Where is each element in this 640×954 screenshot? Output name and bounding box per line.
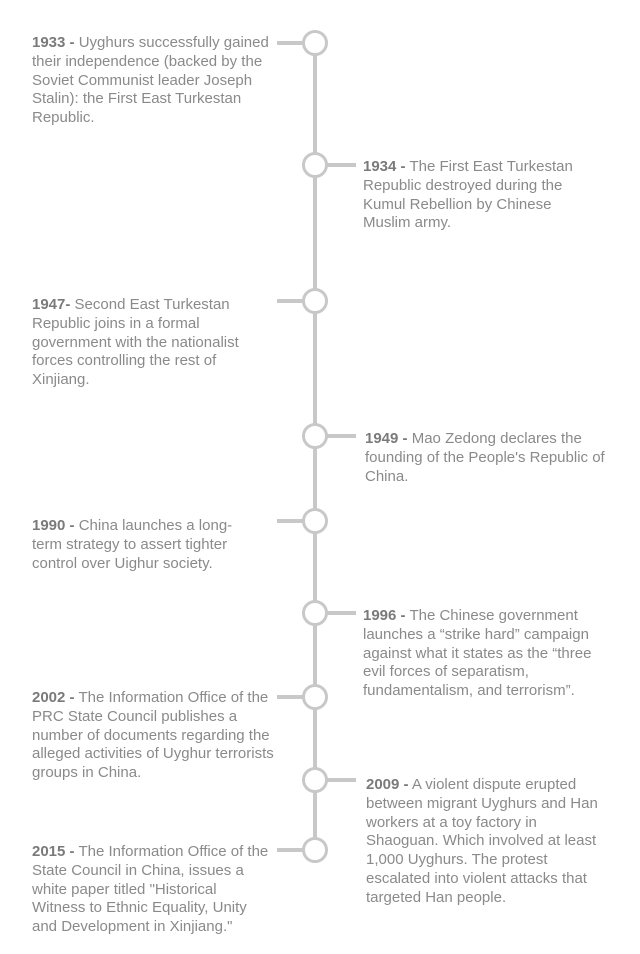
- timeline-node: [302, 423, 328, 449]
- event-text: The First East Turkestan Republic destroyed during the Kumul Rebellion by Chinese Muslim army.: [363, 158, 573, 232]
- event-text: Uyghurs successfully gained their independence (backed by the Soviet Communist leader Joseph Stalin): the First East Turkestan Republic.: [32, 34, 269, 127]
- event-year: 1933 -: [32, 34, 75, 51]
- event-text: A violent dispute erupted between migrant Uyghurs and Han workers at a toy factory in Shaoguan. Which involved at least 1,000 Uyghurs. The protest escalated into violent attacks that targeted Han people.: [366, 776, 598, 906]
- timeline-connector: [326, 778, 356, 782]
- event-text: Second East Turkestan Republic joins in a formal government with the nationalist forces controlling the rest of Xinjiang.: [32, 296, 239, 389]
- event-text: The Information Office of the PRC State Council publishes a number of documents regarding the alleged activities of Uyghur terrorists groups in China.: [32, 689, 274, 782]
- event-year: 1990 -: [32, 517, 75, 534]
- timeline-node: [302, 837, 328, 863]
- timeline-node: [302, 288, 328, 314]
- timeline-connector: [277, 519, 305, 523]
- timeline-event-1947: [32, 296, 272, 390]
- timeline-connector: [277, 695, 305, 699]
- timeline-event-1933: [32, 34, 272, 128]
- event-year: 1947-: [32, 296, 71, 313]
- event-text: The Information Office of the State Council in China, issues a white paper titled "Historical Witness to Ethnic Equality, Unity and Development in Xinjiang.": [32, 843, 269, 936]
- timeline-node: [302, 600, 328, 626]
- timeline-event-1934: [363, 158, 603, 233]
- timeline-event-2009: [366, 776, 606, 908]
- event-year: 2002 -: [32, 689, 75, 706]
- event-text: Mao Zedong declares the founding of the People's Republic of China.: [365, 430, 605, 485]
- event-year: 1934 -: [363, 158, 406, 175]
- timeline-node: [302, 508, 328, 534]
- timeline-connector: [326, 611, 356, 615]
- timeline-node: [302, 152, 328, 178]
- event-year: 2009 -: [366, 776, 409, 793]
- event-text: The Chinese government launches a “strike hard” campaign against what it states as the “three evil forces of separatism, fundamentalism, and terrorism”.: [363, 607, 592, 700]
- timeline-node: [302, 30, 328, 56]
- event-text: China launches a long-term strategy to assert tighter control over Uighur society.: [32, 517, 233, 572]
- event-year: 2015 -: [32, 843, 75, 860]
- timeline-connector: [277, 299, 305, 303]
- timeline-event-1996: [363, 607, 608, 701]
- event-year: 1949 -: [365, 430, 408, 447]
- timeline-event-1990: [32, 517, 257, 573]
- timeline-event-2015: [32, 843, 272, 937]
- event-year: 1996 -: [363, 607, 406, 624]
- timeline-event-1949: [365, 430, 610, 486]
- timeline-node: [302, 684, 328, 710]
- timeline-event-2002: [32, 689, 277, 783]
- timeline-connector: [277, 848, 305, 852]
- timeline-connector: [326, 434, 356, 438]
- timeline-node: [302, 767, 328, 793]
- timeline-connector: [277, 41, 305, 45]
- timeline-connector: [326, 163, 356, 167]
